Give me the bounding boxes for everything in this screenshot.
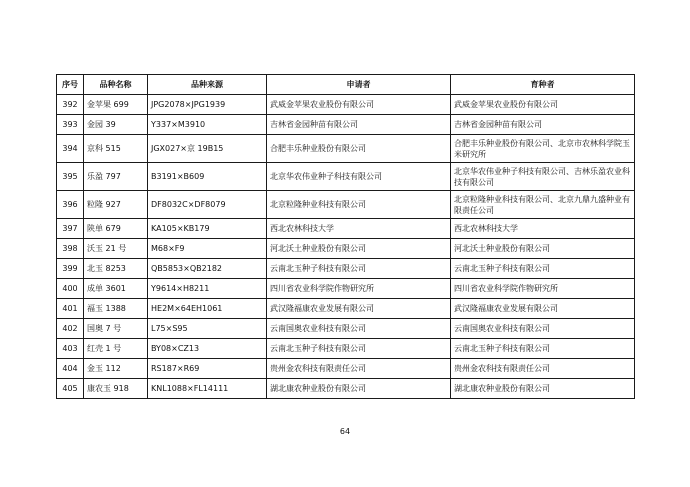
table-row xyxy=(57,279,635,299)
cell-applicant: 河北沃土种业股份有限公司 xyxy=(267,239,451,259)
cell-variety-source: JGX027×京 19B15 xyxy=(148,135,267,163)
cell-variety-name: 京科 515 xyxy=(84,135,148,163)
cell-breeder: 西北农林科技大学 xyxy=(451,219,635,239)
table-row xyxy=(57,379,635,399)
cell-index: 395 xyxy=(57,163,84,191)
cell-breeder: 吉林省金园种苗有限公司 xyxy=(451,115,635,135)
cell-index: 393 xyxy=(57,115,84,135)
table-row xyxy=(57,115,635,135)
cell-applicant: 北京粒隆种业科技有限公司 xyxy=(267,191,451,219)
cell-applicant: 合肥丰乐种业股份有限公司 xyxy=(267,135,451,163)
cell-applicant: 西北农林科技大学 xyxy=(267,219,451,239)
header-applicant: 申请者 xyxy=(267,75,451,95)
header-variety-source: 品种来源 xyxy=(148,75,267,95)
cell-variety-source: Y337×M3910 xyxy=(148,115,267,135)
cell-index: 394 xyxy=(57,135,84,163)
cell-variety-name: 北玉 8253 xyxy=(84,259,148,279)
cell-applicant: 吉林省金园种苗有限公司 xyxy=(267,115,451,135)
header-index: 序号 xyxy=(57,75,84,95)
cell-index: 400 xyxy=(57,279,84,299)
cell-index: 397 xyxy=(57,219,84,239)
table-row xyxy=(57,191,635,219)
cell-breeder: 云南北玉种子科技有限公司 xyxy=(451,339,635,359)
cell-variety-source: KNL1088×FL14111 xyxy=(148,379,267,399)
cell-breeder: 云南北玉种子科技有限公司 xyxy=(451,259,635,279)
cell-breeder: 河北沃土种业股份有限公司 xyxy=(451,239,635,259)
table-row xyxy=(57,135,635,163)
cell-variety-source: L75×S95 xyxy=(148,319,267,339)
cell-variety-source: BY08×CZ13 xyxy=(148,339,267,359)
cell-variety-name: 金园 39 xyxy=(84,115,148,135)
cell-variety-source: HE2M×64EH1061 xyxy=(148,299,267,319)
cell-index: 401 xyxy=(57,299,84,319)
page-number: 64 xyxy=(339,427,351,436)
cell-applicant: 云南北玉种子科技有限公司 xyxy=(267,259,451,279)
cell-variety-name: 金玉 112 xyxy=(84,359,148,379)
cell-applicant: 贵州金农科技有限责任公司 xyxy=(267,359,451,379)
cell-applicant: 武汉隆福康农业发展有限公司 xyxy=(267,299,451,319)
header-variety-name: 品种名称 xyxy=(84,75,148,95)
cell-variety-source: RS187×R69 xyxy=(148,359,267,379)
table-row xyxy=(57,299,635,319)
cell-breeder: 贵州金农科技有限责任公司 xyxy=(451,359,635,379)
cell-variety-name: 金苹果 699 xyxy=(84,95,148,115)
cell-variety-name: 陕单 679 xyxy=(84,219,148,239)
cell-index: 403 xyxy=(57,339,84,359)
table-row xyxy=(57,259,635,279)
cell-breeder: 合肥丰乐种业股份有限公司、北京市农林科学院玉米研究所 xyxy=(451,135,635,163)
cell-index: 399 xyxy=(57,259,84,279)
table-header-row xyxy=(57,75,635,95)
table-row xyxy=(57,163,635,191)
cell-applicant: 四川省农业科学院作物研究所 xyxy=(267,279,451,299)
cell-breeder: 武汉隆福康农业发展有限公司 xyxy=(451,299,635,319)
cell-variety-name: 沃玉 21 号 xyxy=(84,239,148,259)
cell-variety-name: 红壳 1 号 xyxy=(84,339,148,359)
cell-variety-source: M68×F9 xyxy=(148,239,267,259)
table-row xyxy=(57,319,635,339)
cell-index: 404 xyxy=(57,359,84,379)
cell-variety-name: 乐盈 797 xyxy=(84,163,148,191)
table-body xyxy=(57,95,635,399)
header-breeder: 育种者 xyxy=(451,75,635,95)
cell-variety-source: B3191×B609 xyxy=(148,163,267,191)
cell-breeder: 云南国奥农业科技有限公司 xyxy=(451,319,635,339)
cell-breeder: 湖北康农种业股份有限公司 xyxy=(451,379,635,399)
cell-variety-name: 福玉 1388 xyxy=(84,299,148,319)
cell-index: 398 xyxy=(57,239,84,259)
table-row xyxy=(57,219,635,239)
cell-breeder: 北京华农伟业种子科技有限公司、吉林乐盈农业科技有限公司 xyxy=(451,163,635,191)
cell-variety-source: DF8032C×DF8079 xyxy=(148,191,267,219)
table-row xyxy=(57,339,635,359)
cell-variety-source: KA105×KB179 xyxy=(148,219,267,239)
cell-applicant: 武威金苹果农业股份有限公司 xyxy=(267,95,451,115)
cell-variety-name: 国奥 7 号 xyxy=(84,319,148,339)
cell-variety-source: JPG2078×JPG1939 xyxy=(148,95,267,115)
cell-variety-name: 粒隆 927 xyxy=(84,191,148,219)
cell-breeder: 北京粒隆种业科技有限公司、北京九鼎九盛种业有限责任公司 xyxy=(451,191,635,219)
cell-variety-source: QB5853×QB2182 xyxy=(148,259,267,279)
cell-applicant: 云南北玉种子科技有限公司 xyxy=(267,339,451,359)
cell-variety-source: Y9614×H8211 xyxy=(148,279,267,299)
table-row xyxy=(57,95,635,115)
cell-applicant: 云南国奥农业科技有限公司 xyxy=(267,319,451,339)
variety-table xyxy=(56,74,635,399)
cell-variety-name: 康农玉 918 xyxy=(84,379,148,399)
table-row xyxy=(57,239,635,259)
cell-index: 392 xyxy=(57,95,84,115)
cell-applicant: 北京华农伟业种子科技有限公司 xyxy=(267,163,451,191)
cell-breeder: 四川省农业科学院作物研究所 xyxy=(451,279,635,299)
table-row xyxy=(57,359,635,379)
cell-breeder: 武威金苹果农业股份有限公司 xyxy=(451,95,635,115)
cell-index: 402 xyxy=(57,319,84,339)
cell-applicant: 湖北康农种业股份有限公司 xyxy=(267,379,451,399)
cell-index: 396 xyxy=(57,191,84,219)
cell-variety-name: 成单 3601 xyxy=(84,279,148,299)
cell-index: 405 xyxy=(57,379,84,399)
